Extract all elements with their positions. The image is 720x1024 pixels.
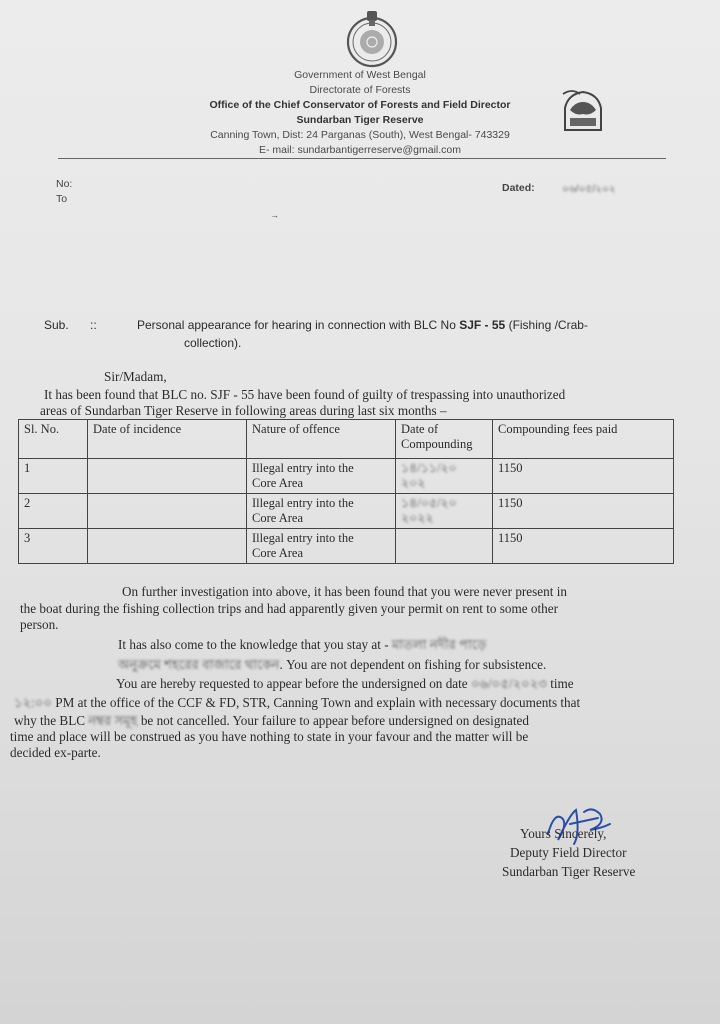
row-fee: 1150 — [493, 459, 674, 494]
table-row — [19, 529, 674, 564]
memo-number-label: No: — [56, 178, 73, 190]
table-row — [19, 494, 674, 529]
redacted-address-2: অনুক্রমে শহরের বাজারে থাকেন — [118, 657, 280, 672]
row-nature: Illegal entry into the Core Area — [247, 529, 396, 564]
row-nature: Illegal entry into the Core Area — [247, 459, 396, 494]
para3-line-2: ১২:০০ PM at the office of the CCF & FD, STR, Canning Town and explain with necessary documents that — [14, 695, 581, 710]
redacted-time: ১২:০০ — [14, 695, 52, 710]
subject-line-2: collection). — [184, 336, 242, 350]
dated-label: Dated: — [502, 182, 535, 194]
header-nature-of-offence: Nature of offence — [247, 420, 396, 459]
subject-separator: :: — [90, 318, 97, 332]
state-emblem-icon — [338, 8, 406, 68]
row-fee: 1150 — [493, 529, 674, 564]
letterhead-office: Office of the Chief Conservator of Forests and Field Director — [209, 99, 511, 111]
para3-line-5: decided ex-parte. — [10, 745, 101, 760]
row-date — [88, 494, 247, 529]
row-sl: 1 — [19, 459, 88, 494]
tiger-reserve-logo-icon — [560, 86, 606, 136]
row-compounding-date: ১৪/০৫/২০ ২০২২ — [396, 494, 493, 529]
para3-line-1: You are hereby requested to appear before the undersigned on date ০৬/০৫/২০২৩ time — [116, 676, 574, 691]
header-sl-no: Sl. No. — [19, 420, 88, 459]
table-row — [19, 459, 674, 494]
row-compounding-date — [396, 529, 493, 564]
row-compounding-date: ১৪/১১/২০ ২০২ — [396, 459, 493, 494]
salutation: Sir/Madam, — [104, 369, 167, 384]
offence-table — [18, 419, 674, 564]
dated-value: ০৬/০৫/২০২ — [562, 183, 616, 195]
closing-designation: Deputy Field Director — [510, 845, 627, 860]
letterhead — [150, 68, 570, 158]
row-date — [88, 529, 247, 564]
letterhead-address: Canning Town, Dist: 24 Parganas (South), West Bengal- 743329 — [210, 129, 510, 141]
row-fee: 1150 — [493, 494, 674, 529]
row-nature: Illegal entry into the Core Area — [247, 494, 396, 529]
para3-line-4: time and place will be construed as you have nothing to state in your favour and the matter will be — [10, 729, 529, 744]
row-sl: 2 — [19, 494, 88, 529]
letterhead-divider — [58, 158, 666, 159]
para1-line-2: the boat during the fishing collection trips and had apparently given your permit on rent to some other — [20, 601, 558, 616]
table-header-row — [19, 420, 674, 459]
para2-line-1: It has also come to the knowledge that you stay at - মাতলা নদীর পাড়ে — [118, 637, 487, 652]
para2-line-2: অনুক্রমে শহরের বাজারে থাকেন. You are not dependent on fishing for subsistence. — [118, 657, 547, 672]
subject-label: Sub. — [44, 318, 69, 332]
intro-line-2: areas of Sundarban Tiger Reserve in following areas during last six months – — [40, 403, 447, 418]
header-date-of-incidence: Date of incidence — [88, 420, 247, 459]
redacted-date: ০৬/০৫/২০২৩ — [470, 676, 547, 691]
header-fees-paid: Compounding fees paid — [493, 420, 674, 459]
para3-line-3: why the BLC নম্বর সমূহ be not cancelled. Your failure to appear before undersigned on designated — [14, 713, 529, 728]
letterhead-email: E- mail: sundarbantigerreserve@gmail.com — [258, 144, 462, 156]
redacted-blc-number: নম্বর সমূহ — [88, 713, 138, 728]
para1-line-3: person. — [20, 617, 59, 632]
letterhead-government: Government of West Bengal — [294, 69, 426, 81]
letterhead-reserve: Sundarban Tiger Reserve — [296, 114, 424, 126]
arrow-mark: → — [270, 210, 279, 220]
letterhead-directorate: Directorate of Forests — [309, 84, 411, 96]
intro-line-1: It has been found that BLC no. SJF - 55 have been found of guilty of trespassing into unauthorized — [44, 387, 566, 402]
closing-yours-sincerely: Yours Sincerely, — [520, 826, 607, 841]
to-label: To — [56, 193, 68, 205]
header-date-of-compounding: Date of Compounding — [396, 420, 493, 459]
closing-organisation: Sundarban Tiger Reserve — [502, 864, 636, 879]
row-date — [88, 459, 247, 494]
row-sl: 3 — [19, 529, 88, 564]
para1-line-1: On further investigation into above, it has been found that you were never present in — [122, 584, 567, 599]
subject-line-1: Personal appearance for hearing in connection with BLC No SJF - 55 (Fishing /Crab- — [137, 318, 588, 332]
redacted-address-1: মাতলা নদীর পাড়ে — [391, 637, 487, 652]
